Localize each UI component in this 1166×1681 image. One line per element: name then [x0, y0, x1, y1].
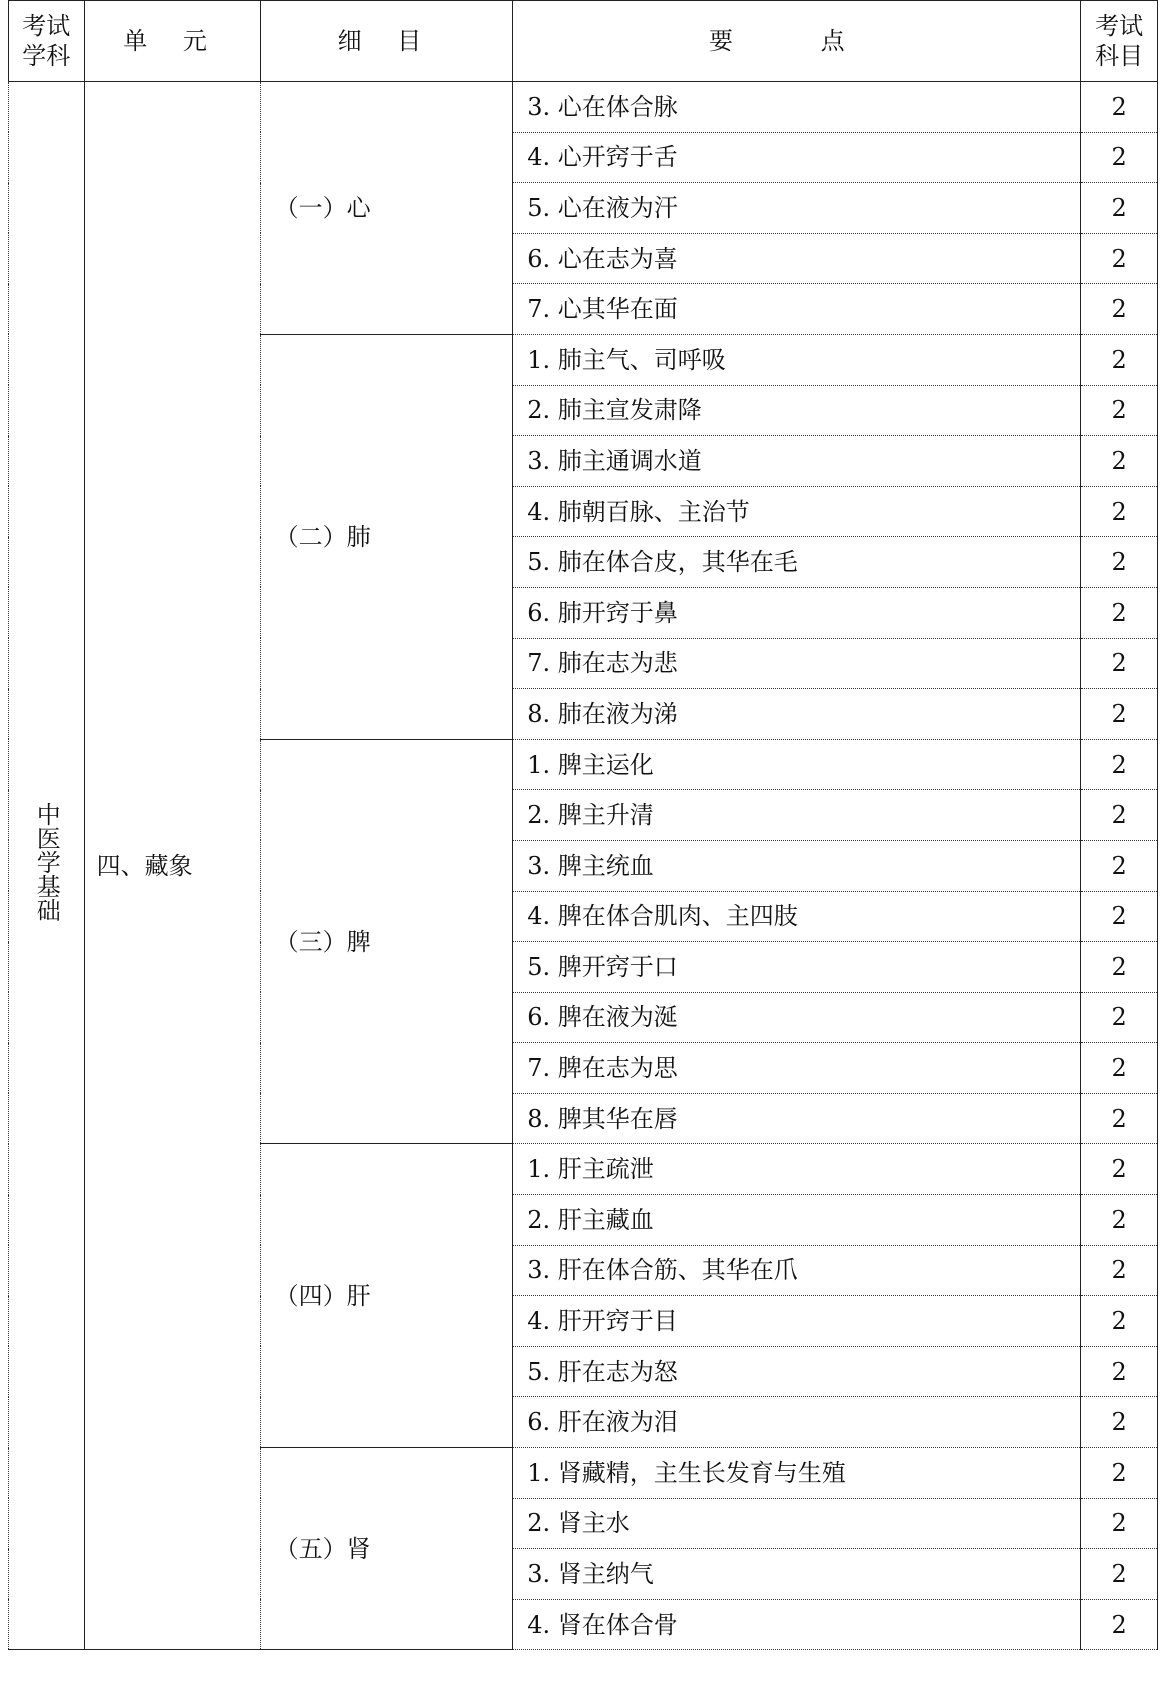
- point-score: 2: [1081, 82, 1158, 133]
- subject-text: 中医学基础: [32, 802, 61, 923]
- point-score: 2: [1081, 436, 1158, 487]
- point-text: 3. 肝在体合筋、其华在爪: [513, 1245, 1081, 1296]
- point-text: 3. 肺主通调水道: [513, 436, 1081, 487]
- point-score: 2: [1081, 840, 1158, 891]
- point-score: 2: [1081, 1599, 1158, 1650]
- point-score: 2: [1081, 790, 1158, 841]
- point-text: 4. 肺朝百脉、主治节: [513, 486, 1081, 537]
- point-score: 2: [1081, 1296, 1158, 1347]
- header-subject: [9, 1, 85, 82]
- header-exam-text: 考试 科目: [1095, 12, 1144, 70]
- point-score: 2: [1081, 1144, 1158, 1195]
- header-exam: [1081, 1, 1158, 82]
- detail-cell: [260, 739, 513, 1144]
- point-text: 4. 心开窍于舌: [513, 132, 1081, 183]
- point-text: 3. 心在体合脉: [513, 82, 1081, 133]
- point-text: 8. 肺在液为涕: [513, 689, 1081, 740]
- header-points: [513, 1, 1081, 82]
- point-text: 3. 肾主纳气: [513, 1549, 1081, 1600]
- point-text: 2. 肾主水: [513, 1498, 1081, 1549]
- point-score: 2: [1081, 132, 1158, 183]
- point-text: 1. 肺主气、司呼吸: [513, 334, 1081, 385]
- header-detail-text: 细 目: [337, 27, 436, 55]
- point-text: 6. 心在志为喜: [513, 233, 1081, 284]
- point-score: 2: [1081, 284, 1158, 335]
- point-score: 2: [1081, 942, 1158, 993]
- point-text: 1. 肾藏精，主生长发育与生殖: [513, 1448, 1081, 1499]
- point-score: 2: [1081, 1397, 1158, 1448]
- header-subject-text: 考试 学科: [22, 12, 71, 70]
- detail-text: （四）肝: [274, 1281, 371, 1310]
- point-row: [9, 82, 1158, 133]
- point-score: 2: [1081, 587, 1158, 638]
- point-text: 4. 肝开窍于目: [513, 1296, 1081, 1347]
- point-score: 2: [1081, 1093, 1158, 1144]
- point-text: 7. 心其华在面: [513, 284, 1081, 335]
- detail-text: （一）心: [274, 193, 371, 222]
- point-text: 5. 肝在志为怒: [513, 1346, 1081, 1397]
- point-score: 2: [1081, 1195, 1158, 1246]
- point-score: 2: [1081, 1043, 1158, 1094]
- point-text: 7. 肺在志为悲: [513, 638, 1081, 689]
- unit-cell: [84, 82, 260, 1650]
- point-text: 4. 脾在体合肌肉、主四肢: [513, 891, 1081, 942]
- header-points-text: 要 点: [708, 27, 885, 55]
- syllabus-body: [9, 82, 1158, 1650]
- point-text: 5. 肺在体合皮，其华在毛: [513, 537, 1081, 588]
- point-score: 2: [1081, 1346, 1158, 1397]
- syllabus-table: [8, 0, 1158, 1650]
- header-detail: [260, 1, 513, 82]
- point-text: 6. 肺开窍于鼻: [513, 587, 1081, 638]
- detail-text: （五）肾: [274, 1534, 371, 1563]
- point-score: 2: [1081, 689, 1158, 740]
- point-text: 6. 脾在液为涎: [513, 992, 1081, 1043]
- point-text: 7. 脾在志为思: [513, 1043, 1081, 1094]
- point-text: 2. 肝主藏血: [513, 1195, 1081, 1246]
- point-text: 1. 脾主运化: [513, 739, 1081, 790]
- point-score: 2: [1081, 334, 1158, 385]
- header-unit-text: 单 元: [123, 27, 221, 55]
- detail-cell: [260, 1144, 513, 1448]
- point-score: 2: [1081, 1549, 1158, 1600]
- header-row: [9, 1, 1158, 82]
- point-text: 6. 肝在液为泪: [513, 1397, 1081, 1448]
- point-score: 2: [1081, 385, 1158, 436]
- point-text: 2. 脾主升清: [513, 790, 1081, 841]
- point-score: 2: [1081, 486, 1158, 537]
- point-score: 2: [1081, 891, 1158, 942]
- point-text: 8. 脾其华在唇: [513, 1093, 1081, 1144]
- point-score: 2: [1081, 1245, 1158, 1296]
- point-text: 3. 脾主统血: [513, 840, 1081, 891]
- header-unit: [84, 1, 260, 82]
- unit-text: 四、藏象: [96, 851, 193, 880]
- point-score: 2: [1081, 638, 1158, 689]
- detail-cell: [260, 1448, 513, 1650]
- point-score: 2: [1081, 739, 1158, 790]
- subject-cell: [9, 82, 85, 1650]
- detail-cell: [260, 82, 513, 335]
- point-text: 1. 肝主疏泄: [513, 1144, 1081, 1195]
- point-score: 2: [1081, 1448, 1158, 1499]
- point-text: 5. 脾开窍于口: [513, 942, 1081, 993]
- point-text: 5. 心在液为汗: [513, 183, 1081, 234]
- detail-text: （二）肺: [274, 522, 371, 551]
- point-score: 2: [1081, 183, 1158, 234]
- detail-text: （三）脾: [274, 927, 371, 956]
- point-score: 2: [1081, 233, 1158, 284]
- point-score: 2: [1081, 992, 1158, 1043]
- point-text: 2. 肺主宣发肃降: [513, 385, 1081, 436]
- point-score: 2: [1081, 537, 1158, 588]
- point-score: 2: [1081, 1498, 1158, 1549]
- point-text: 4. 肾在体合骨: [513, 1599, 1081, 1650]
- detail-cell: [260, 334, 513, 739]
